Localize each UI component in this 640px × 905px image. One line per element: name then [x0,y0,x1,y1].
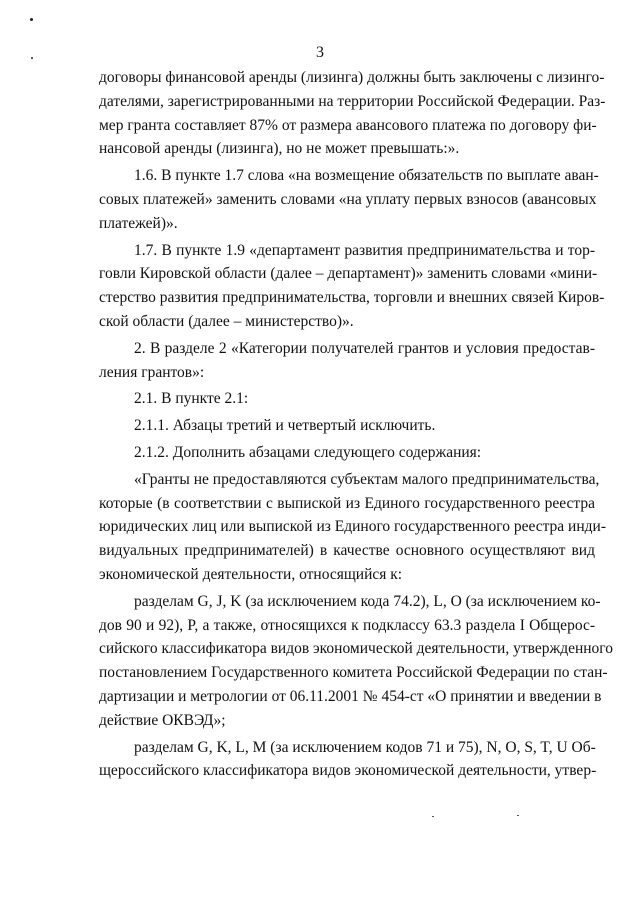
paragraph [99,387,595,411]
text-line: видуальных предпринимателей) в качестве основного осуществляют вид [99,542,595,560]
text-line: сийского классификатора видов экономической деятельности, утвержденного [99,640,614,658]
text-line: договоры финансовой аренды (лизинга) должны быть заключены с лизинго- [99,69,605,86]
text-line: 2. В разделе 2 «Категории получателей грантов и условия предостав- [134,339,595,357]
text-line: мер гранта составляет 87% от размера авансового платежа по договору фи- [99,116,597,134]
text-line: которые (в соответствии с выпиской из Единого государственного реестра [99,494,595,512]
paragraph [99,414,595,438]
text-line: дов 90 и 92), P, а также, относящихся к подклассу 63.3 раздела I Общерос- [99,616,595,634]
paragraph [99,66,606,161]
text-line: дартизации и метрологии от 06.11.2001 № 454-ст «О принятии и введении в [99,687,602,705]
paragraph [99,337,595,385]
paragraph [99,164,599,235]
paragraph [99,239,605,334]
text-line: 1.6. В пункте 1.7 слова «на возмещение обязательств по выплате аван- [134,167,599,185]
paragraph [99,441,595,465]
text-line: стерство развития предпринимательства, торговли и внешних связей Киров- [99,289,605,307]
text-line: совых платежей» заменить словами «на уплату первых взносов (авансовых [99,190,597,208]
text-line: 2.1.2. Дополнить абзацами следующего содержания: [134,443,482,461]
text-line: 2.1. В пункте 2.1: [134,390,249,408]
text-line: юридических лиц или выпиской из Единого государственного реестра инди- [99,518,606,536]
text-line: ления грантов»: [99,363,205,381]
document-body [99,66,614,786]
text-line: платежей)». [99,214,178,232]
text-line: говли Кировской области (далее – департамент)» заменить словами «мини- [99,265,598,283]
text-line: 1.7. В пункте 1.9 «департамент развития предпринимательства и тор- [134,241,595,259]
text-line: разделам G, J, K (за исключением кода 74.2), L, O (за исключением ко- [134,592,601,610]
text-line: «Гранты не предоставляются субъектам малого предпринимательства, [134,470,600,488]
text-line: щероссийского классификатора видов экономической деятельности, утвер- [99,762,597,780]
margin-mark-top [30,18,33,21]
page-number: 3 [316,44,324,61]
text-line: действие ОКВЭД»; [99,711,226,729]
text-line: постановлением Государственного комитета Российской Федерации по стан- [99,664,608,682]
paragraph [99,736,595,784]
scan-artifact [432,816,434,817]
text-line: экономической деятельности, относящийся к: [99,565,403,583]
paragraph [99,590,614,733]
text-line: нансовой аренды (лизинга), но не может превышать:». [99,140,460,158]
text-line: 2.1.1. Абзацы третий и четвертый исключить. [134,417,436,435]
scan-artifact [517,815,519,816]
text-line: дателями, зарегистрированными на территории Российской Федерации. Раз- [99,92,606,110]
paragraph [99,468,606,587]
text-line: разделам G, K, L, M (за исключением кодов 71 и 75), N, O, S, T, U Об- [134,738,596,756]
text-line: ской области (далее – министерство)». [99,312,354,330]
